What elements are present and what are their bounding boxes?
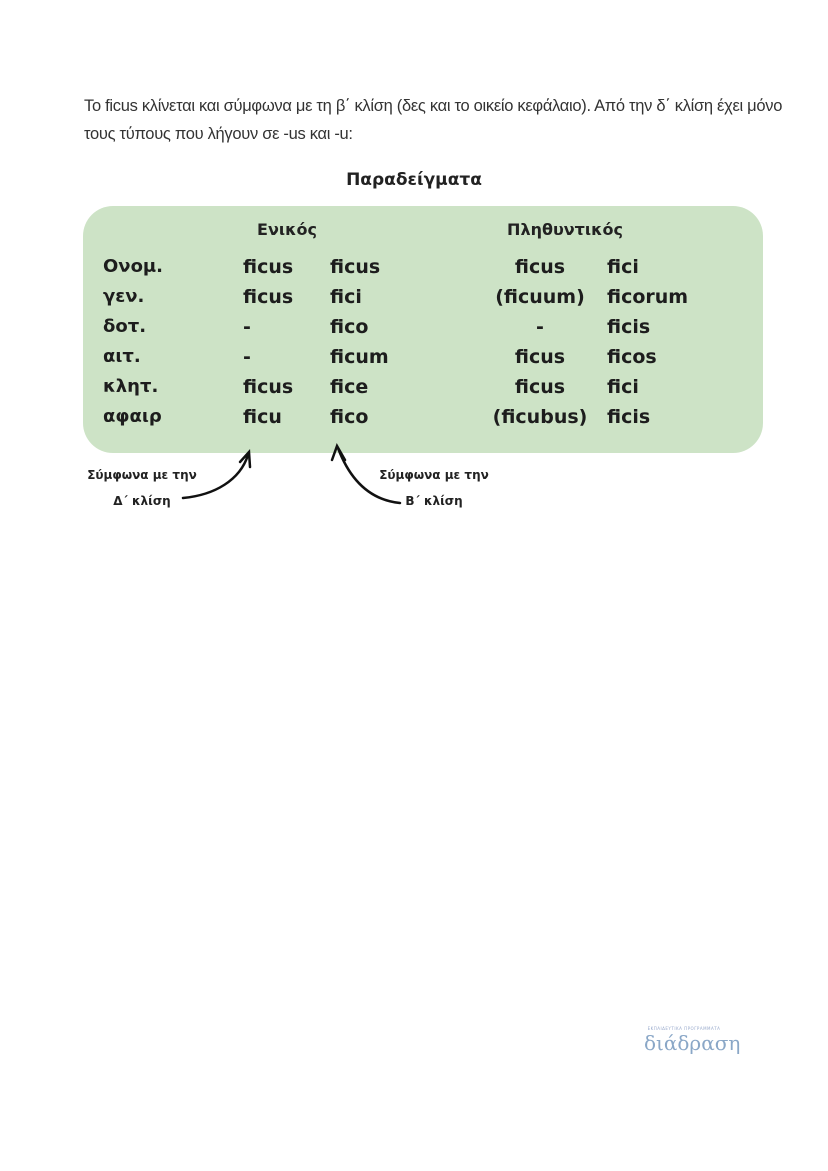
form-cell: fico: [330, 406, 369, 428]
examples-title: Παραδείγματα: [346, 170, 482, 190]
note-4th-declension: Σύμφωνα με την Δ΄ κλίση: [87, 468, 197, 508]
form-cell: (ficubus): [492, 406, 588, 428]
form-cell: ficus: [243, 376, 294, 398]
case-label: κλητ.: [103, 376, 159, 397]
form-cell: -: [243, 346, 251, 368]
case-label: Ονομ.: [103, 256, 164, 277]
form-cell: ficis: [607, 316, 651, 338]
note-2nd-declension: Σύμφωνα με την Β΄ κλίση: [379, 468, 489, 508]
form-cell: ficorum: [607, 286, 689, 308]
form-cell: fici: [607, 256, 639, 278]
case-label: γεν.: [103, 286, 145, 307]
form-cell: fice: [330, 376, 369, 398]
form-cell: ficis: [607, 406, 651, 428]
header-singular: Ενικός: [257, 220, 317, 239]
form-cell: ficus: [330, 256, 381, 278]
case-label: δοτ.: [103, 316, 147, 337]
logo: ΕΚΠΑΙΔΕΥΤΙΚΑ ΠΡΟΓΡΑΜΜΑΤΑ διάδραση: [644, 1026, 741, 1055]
form-cell: ficus: [243, 286, 294, 308]
form-cell: -: [243, 316, 251, 338]
form-cell: fici: [607, 376, 639, 398]
form-cell: ficum: [330, 346, 389, 368]
case-label: αιτ.: [103, 346, 141, 367]
form-cell: ficus: [514, 346, 566, 368]
form-cell: ficos: [607, 346, 657, 368]
form-cell: -: [536, 316, 544, 338]
form-cell: fico: [330, 316, 369, 338]
form-cell: fici: [330, 286, 362, 308]
form-cell: ficus: [514, 376, 566, 398]
form-cell: ficu: [243, 406, 282, 428]
intro-paragraph: Το ficus κλίνεται και σύμφωνα με τη β΄ κλίση (δες και το οικείο κεφάλαιο). Από την δ΄ κλίση έχει μόνο τους τύπους που λήγουν σε -us και -u:: [84, 97, 783, 143]
form-cell: ficus: [243, 256, 294, 278]
case-label: αφαιρ: [103, 406, 162, 427]
header-plural: Πληθυντικός: [507, 220, 623, 239]
form-cell: ficus: [514, 256, 566, 278]
form-cell: (ficuum): [495, 286, 585, 308]
